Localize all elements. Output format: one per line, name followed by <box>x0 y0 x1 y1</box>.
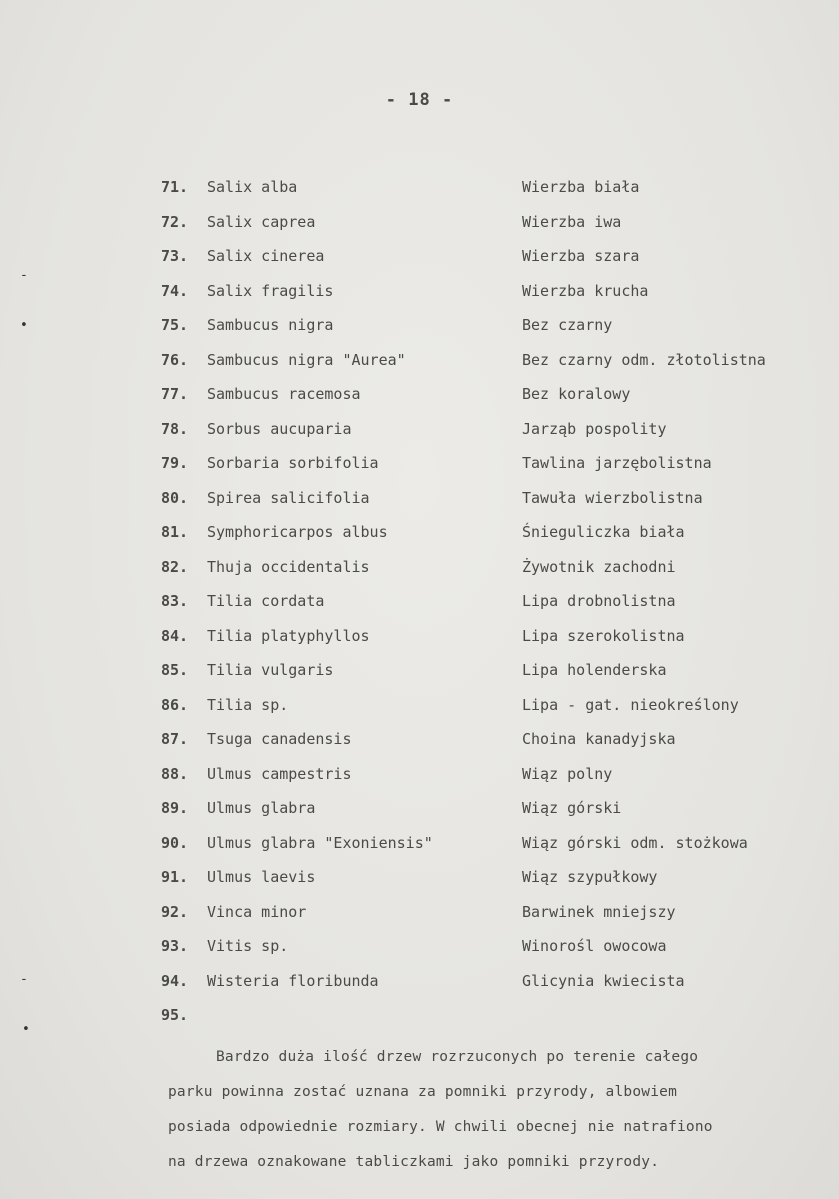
latin-name: Salix alba <box>207 178 298 196</box>
entry-number: 83. <box>161 592 189 610</box>
latin-name: Sambucus racemosa <box>207 385 361 403</box>
polish-name: Wierzba krucha <box>522 281 649 300</box>
entry-number: 89. <box>161 799 189 817</box>
latin-name: Vinca minor <box>207 902 307 921</box>
entry-number: 73. <box>161 247 189 265</box>
entry-number: 87. <box>161 730 189 748</box>
latin-name: Sambucus nigra <box>207 316 334 334</box>
polish-name: Choina kanadyjska <box>522 730 676 748</box>
latin-name: Sambucus nigra "Aurea" <box>207 350 406 369</box>
latin-name: Wisteria floribunda <box>207 971 379 990</box>
entry-number: 74. <box>161 281 189 300</box>
polish-name: Lipa - gat. nieokreślony <box>522 695 739 714</box>
margin-mark: - <box>20 972 28 987</box>
entry-number: 95. <box>161 1006 189 1024</box>
margin-mark: • <box>20 318 28 333</box>
polish-name: Glicynia kwiecista <box>522 971 685 990</box>
latin-name: Ulmus laevis <box>207 868 316 886</box>
entry-number: 71. <box>161 178 189 196</box>
paragraph-line: parku powinna zostać uznana za pomniki przyrody, albowiem <box>168 1084 677 1100</box>
latin-name: Tsuga canadensis <box>207 730 352 748</box>
entry-number: 75. <box>161 316 189 334</box>
latin-name: Salix fragilis <box>207 281 334 300</box>
latin-name: Symphoricarpos albus <box>207 523 388 541</box>
latin-name: Thuja occidentalis <box>207 557 370 576</box>
latin-name: Ulmus campestris <box>207 764 352 783</box>
polish-name: Śnieguliczka biała <box>522 523 685 541</box>
polish-name: Lipa drobnolistna <box>522 592 676 610</box>
entry-number: 76. <box>161 350 189 369</box>
entry-number: 81. <box>161 523 189 541</box>
polish-name: Tawlina jarzębolistna <box>522 454 712 472</box>
entry-number: 82. <box>161 557 189 576</box>
polish-name: Bez czarny odm. złotolistna <box>522 350 766 369</box>
latin-name: Ulmus glabra <box>207 799 316 817</box>
latin-name: Salix cinerea <box>207 247 325 265</box>
polish-name: Wierzba iwa <box>522 212 622 231</box>
margin-mark: - <box>20 268 28 283</box>
entry-number: 91. <box>161 868 189 886</box>
latin-name: Salix caprea <box>207 212 316 231</box>
entry-number: 88. <box>161 764 189 783</box>
paragraph-line: Bardzo duża ilość drzew rozrzuconych po terenie całego <box>216 1049 699 1065</box>
paragraph-line: na drzewa oznakowane tabliczkami jako pomniki przyrody. <box>168 1154 660 1170</box>
entry-number: 79. <box>161 454 189 472</box>
latin-name: Ulmus glabra "Exoniensis" <box>207 833 433 852</box>
closing-paragraph <box>168 1040 818 1180</box>
latin-name: Tilia sp. <box>207 695 289 714</box>
polish-name: Żywotnik zachodni <box>522 557 676 576</box>
entry-number: 77. <box>161 385 189 403</box>
entry-number: 90. <box>161 833 189 852</box>
latin-name: Tilia vulgaris <box>207 661 334 679</box>
entry-number: 93. <box>161 937 189 955</box>
latin-name: Vitis sp. <box>207 937 289 955</box>
entry-number: 86. <box>161 695 189 714</box>
polish-name: Winorośl owocowa <box>522 937 667 955</box>
entry-number: 80. <box>161 488 189 507</box>
polish-name: Tawuła wierzbolistna <box>522 488 703 507</box>
latin-name: Sorbaria sorbifolia <box>207 454 379 472</box>
latin-name: Sorbus aucuparia <box>207 419 352 438</box>
page-number: - 18 - <box>385 90 454 110</box>
latin-name: Spirea salicifolia <box>207 488 370 507</box>
entry-number: 78. <box>161 419 189 438</box>
polish-name: Lipa szerokolistna <box>522 626 685 645</box>
entry-number: 72. <box>161 212 189 231</box>
polish-name: Wiąz szypułkowy <box>522 868 658 886</box>
polish-name: Wierzba biała <box>522 178 640 196</box>
polish-name: Bez czarny <box>522 316 613 334</box>
polish-name: Wierzba szara <box>522 247 640 265</box>
entry-number: 85. <box>161 661 189 679</box>
polish-name: Wiąz polny <box>522 764 613 783</box>
paragraph-line: posiada odpowiednie rozmiary. W chwili obecnej nie natrafiono <box>168 1119 713 1135</box>
entry-number: 84. <box>161 626 189 645</box>
polish-name: Jarząb pospolity <box>522 419 667 438</box>
margin-mark: • <box>22 1022 30 1037</box>
polish-name: Barwinek mniejszy <box>522 902 676 921</box>
polish-name: Wiąz górski odm. stożkowa <box>522 833 748 852</box>
polish-name: Bez koralowy <box>522 385 631 403</box>
polish-name: Wiąz górski <box>522 799 622 817</box>
polish-name: Lipa holenderska <box>522 661 667 679</box>
latin-name: Tilia cordata <box>207 592 325 610</box>
latin-name: Tilia platyphyllos <box>207 626 370 645</box>
entry-number: 92. <box>161 902 189 921</box>
entry-number: 94. <box>161 971 189 990</box>
